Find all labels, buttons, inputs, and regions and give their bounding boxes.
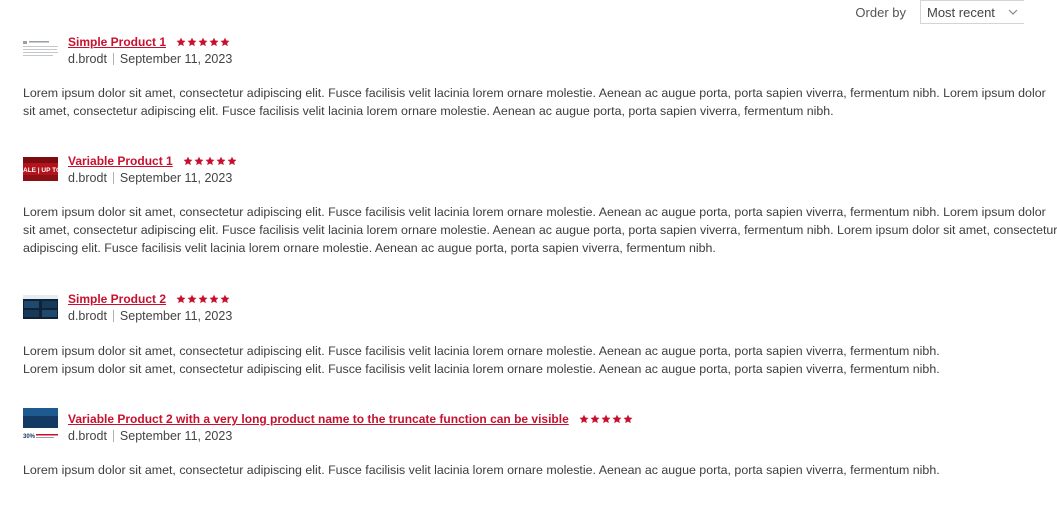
review-date: September 11, 2023	[119, 429, 233, 443]
star-icon	[220, 294, 230, 304]
review-text-line: sit amet, consectetur adipiscing elit. Fusce facilisis velit lacinia lorem ornare molestie. Aenean ac augue porta, porta sapien viverra, fermentum nibh. Lorem ipsum dolor sit amet, consectetur	[23, 223, 1057, 237]
review-author: d.brodt	[68, 429, 107, 443]
star-icon	[187, 294, 197, 304]
star-icon	[623, 414, 633, 424]
star-icon	[176, 37, 186, 47]
star-icon	[176, 294, 186, 304]
review-meta	[68, 171, 232, 185]
meta-divider	[113, 310, 114, 322]
review-date: September 11, 2023	[119, 52, 233, 66]
review-text-line: Lorem ipsum dolor sit amet, consectetur adipiscing elit. Fusce facilisis velit lacinia lorem ornare molestie. Aenean ac augue porta, porta sapien viverra, fermentum nibh. Lorem ipsum dolor	[23, 86, 1046, 100]
review-text	[23, 84, 1046, 120]
star-icon	[198, 37, 208, 47]
chevron-down-icon	[1008, 8, 1018, 16]
star-icon	[579, 414, 589, 424]
product-thumbnail-1[interactable]	[23, 38, 58, 62]
rating-stars	[176, 37, 231, 47]
rating-stars	[183, 156, 238, 166]
star-icon	[198, 294, 208, 304]
review-title-line	[68, 33, 231, 49]
star-icon	[194, 156, 204, 166]
star-icon	[183, 156, 193, 166]
review-text-line: Lorem ipsum dolor sit amet, consectetur adipiscing elit. Fusce facilisis velit lacinia lorem ornare molestie. Aenean ac augue porta, porta sapien viverra, fermentum nibh.	[23, 463, 940, 477]
review-text	[23, 203, 1057, 257]
review-text-line: Lorem ipsum dolor sit amet, consectetur adipiscing elit. Fusce facilisis velit lacinia lorem ornare molestie. Aenean ac augue porta, porta sapien viverra, fermentum nibh. Lorem ipsum dolor	[23, 205, 1046, 219]
meta-divider	[113, 172, 114, 184]
review-text	[23, 342, 1024, 378]
review-text-line: Lorem ipsum dolor sit amet, consectetur adipiscing elit. Fusce facilisis velit lacinia lorem ornare molestie. Aenean ac augue porta, porta sapien viverra, fermentum nibh.	[23, 362, 940, 376]
meta-divider	[113, 430, 114, 442]
star-icon	[209, 294, 219, 304]
review-text-line: sit amet, consectetur adipiscing elit. Fusce facilisis velit lacinia lorem ornare molestie. Aenean ac augue porta, porta sapien viverra, fermentum nibh.	[23, 104, 834, 118]
review-text	[23, 461, 1024, 479]
order-by-label: Order by	[855, 5, 906, 20]
order-by-control	[814, 0, 1024, 24]
star-icon	[612, 414, 622, 424]
review-author: d.brodt	[68, 309, 107, 323]
review-meta	[68, 309, 232, 323]
star-icon	[220, 37, 230, 47]
review-meta	[68, 52, 232, 66]
review-title-line	[68, 290, 231, 306]
star-icon	[209, 37, 219, 47]
review-text-line: Lorem ipsum dolor sit amet, consectetur adipiscing elit. Fusce facilisis velit lacinia lorem ornare molestie. Aenean ac augue porta, porta sapien viverra, fermentum nibh.	[23, 344, 940, 358]
meta-divider	[113, 53, 114, 65]
product-thumbnail-4[interactable]	[23, 408, 58, 440]
thumbnail-text: ALE | UP TO	[23, 167, 62, 174]
product-link[interactable]: Variable Product 2 with a very long product name to the truncate function can be visible	[68, 411, 569, 426]
review-date: September 11, 2023	[119, 309, 233, 323]
product-link[interactable]: Simple Product 2	[68, 291, 167, 306]
thumbnail-text: 30%	[23, 434, 36, 440]
review-title-line	[68, 410, 634, 426]
review-text-line: adipiscing elit. Fusce facilisis velit lacinia lorem ornare molestie. Aenean ac augue porta, porta sapien viverra, fermentum nibh.	[23, 241, 716, 255]
product-thumbnail-2[interactable]	[23, 157, 62, 181]
review-date: September 11, 2023	[119, 171, 233, 185]
order-by-select[interactable]	[920, 0, 1024, 24]
star-icon	[590, 414, 600, 424]
review-title-line	[68, 152, 238, 168]
star-icon	[601, 414, 611, 424]
product-link[interactable]: Simple Product 1	[68, 34, 167, 49]
product-link[interactable]: Variable Product 1	[68, 153, 173, 168]
order-by-selected-value: Most recent	[927, 5, 995, 20]
star-icon	[187, 37, 197, 47]
star-icon	[227, 156, 237, 166]
star-icon	[216, 156, 226, 166]
star-icon	[205, 156, 215, 166]
review-author: d.brodt	[68, 171, 107, 185]
review-meta	[68, 429, 232, 443]
review-author: d.brodt	[68, 52, 107, 66]
product-thumbnail-3[interactable]	[23, 295, 58, 319]
rating-stars	[176, 294, 231, 304]
rating-stars	[579, 414, 634, 424]
